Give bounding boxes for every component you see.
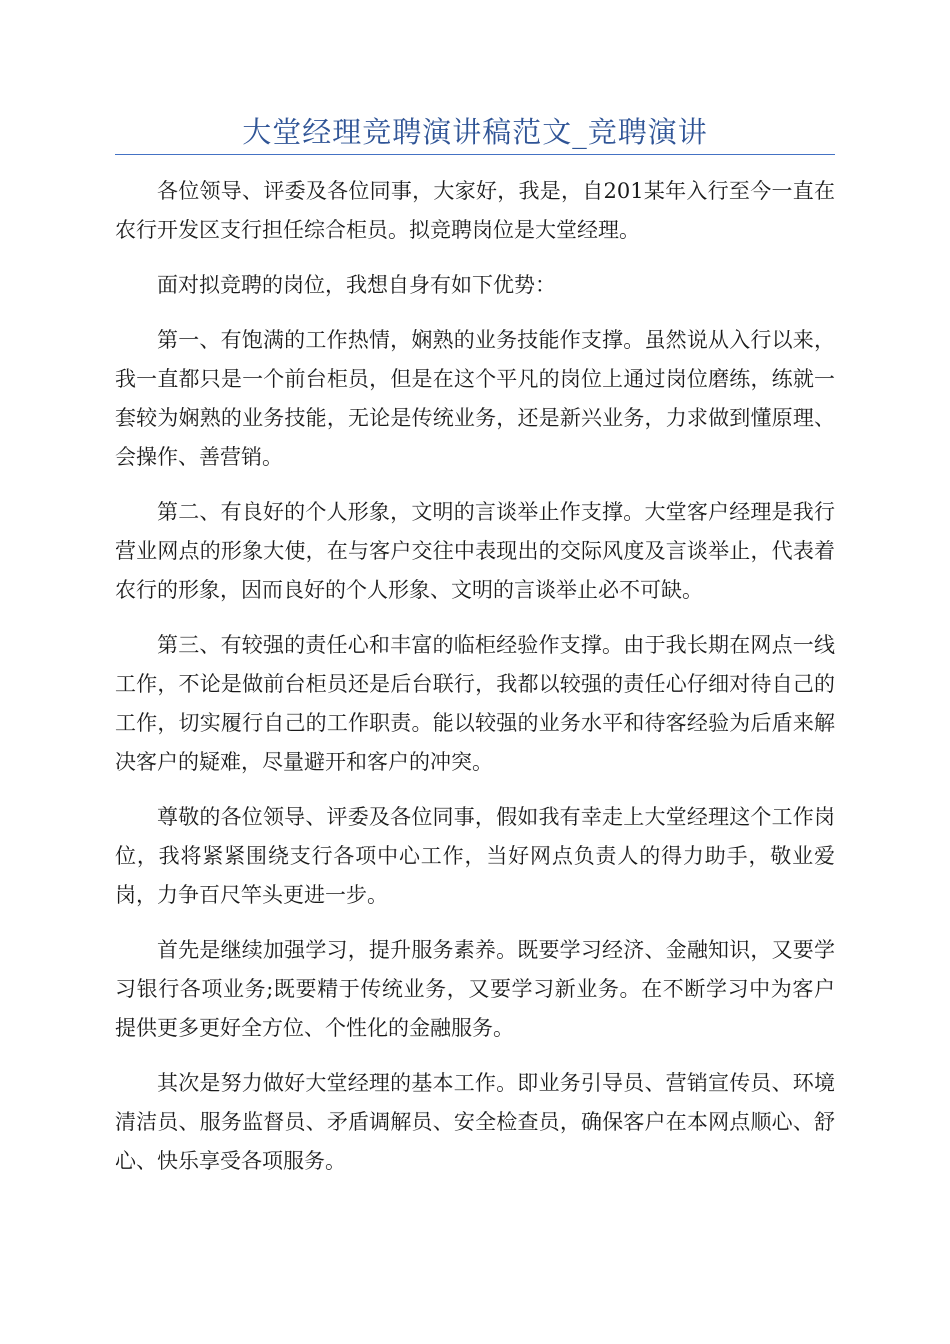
- paragraph-3: 第一、有饱满的工作热情，娴熟的业务技能作支撑。虽然说从入行以来，我一直都只是一个前台柜员，但是在这个平凡的岗位上通过岗位磨练，练就一套较为娴熟的业务技能，无论是传统业务，还是新兴业务，力求做到懂原理、会操作、善营销。: [115, 328, 835, 469]
- document-title: 大堂经理竞聘演讲稿范文_竞聘演讲: [242, 115, 708, 149]
- title-underline: [115, 154, 835, 155]
- paragraph-8: 其次是努力做好大堂经理的基本工作。即业务引导员、营销宣传员、环境清洁员、服务监督员、矛盾调解员、安全检查员，确保客户在本网点顺心、舒心、快乐享受各项服务。: [115, 1071, 835, 1173]
- paragraph-5: 第三、有较强的责任心和丰富的临柜经验作支撑。由于我长期在网点一线工作，不论是做前台柜员还是后台联行，我都以较强的责任心仔细对待自己的工作，切实履行自己的工作职责。能以较强的业务水平和待客经验为后盾来解决客户的疑难，尽量避开和客户的冲突。: [115, 633, 835, 774]
- paragraph-1: 各位领导、评委及各位同事，大家好，我是，自201某年入行至今一直在农行开发区支行担任综合柜员。拟竞聘岗位是大堂经理。: [115, 179, 835, 242]
- paragraph-7: 首先是继续加强学习，提升服务素养。既要学习经济、金融知识，又要学习银行各项业务;既要精于传统业务，又要学习新业务。在不断学习中为客户提供更多更好全方位、个性化的金融服务。: [115, 938, 835, 1040]
- document-body: [115, 172, 835, 1197]
- paragraph-2: 面对拟竞聘的岗位，我想自身有如下优势：: [157, 273, 556, 297]
- paragraph-6: 尊敬的各位领导、评委及各位同事，假如我有幸走上大堂经理这个工作岗位，我将紧紧围绕支行各项中心工作，当好网点负责人的得力助手，敬业爱岗，力争百尺竿头更进一步。: [115, 805, 835, 907]
- paragraph-4: 第二、有良好的个人形象，文明的言谈举止作支撑。大堂客户经理是我行营业网点的形象大使，在与客户交往中表现出的交际风度及言谈举止，代表着农行的形象，因而良好的个人形象、文明的言谈举止必不可缺。: [115, 500, 835, 602]
